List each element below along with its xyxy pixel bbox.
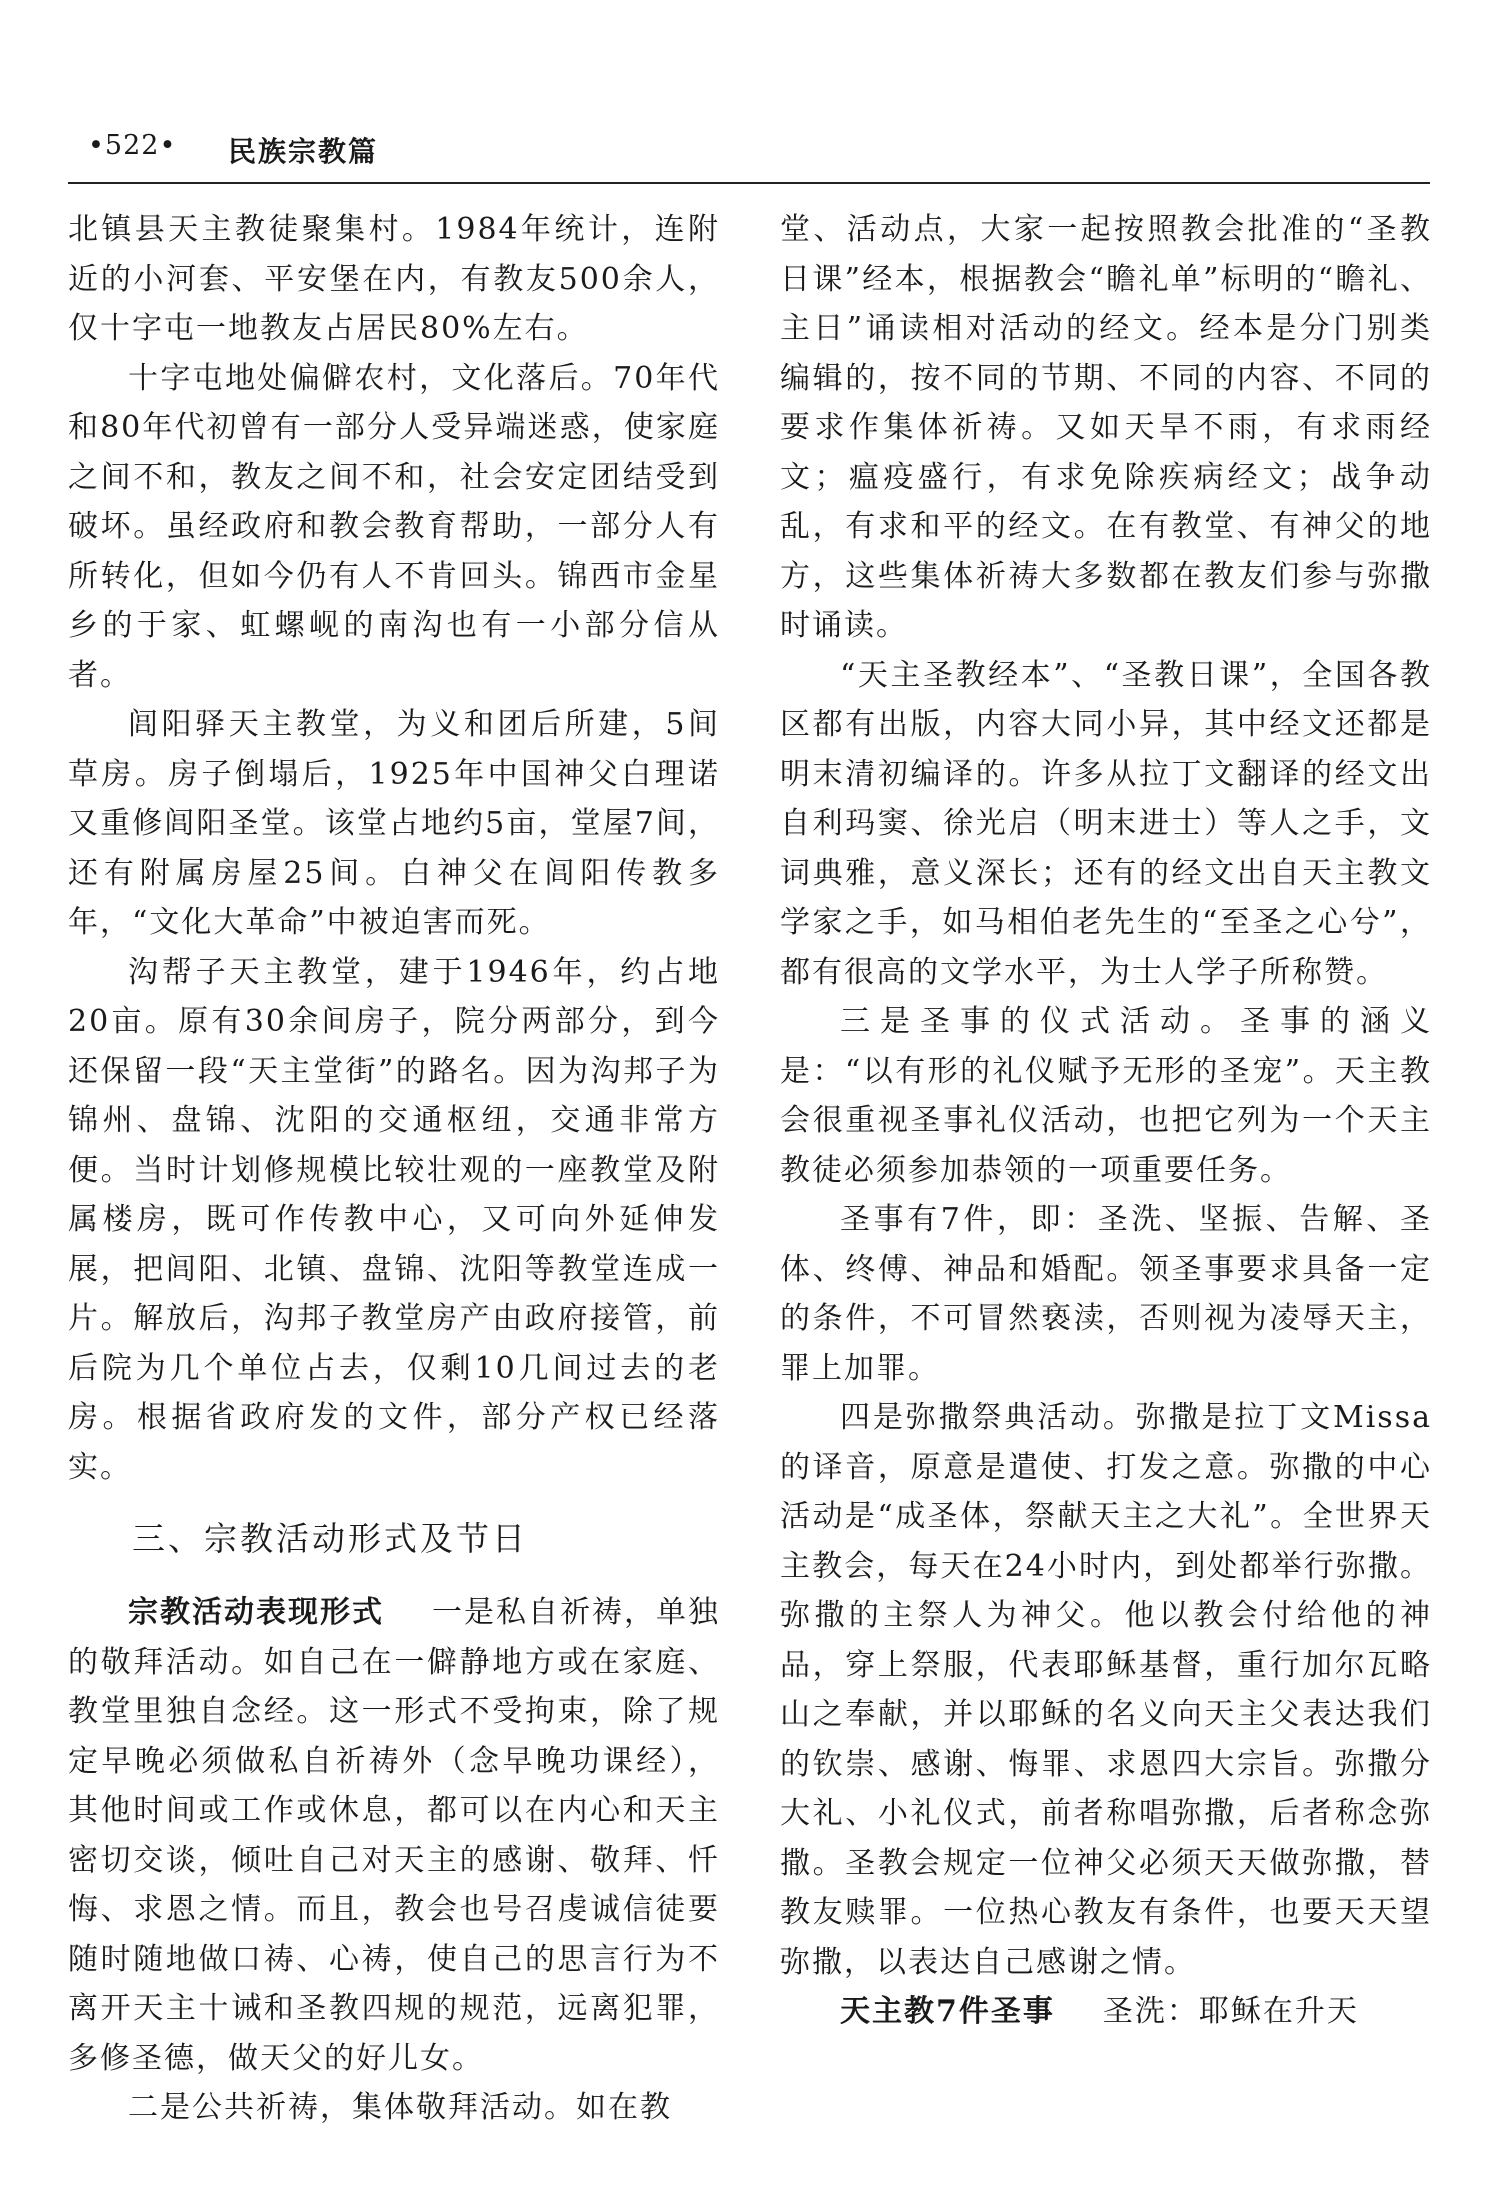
paragraph: 四是弥撒祭典活动。弥撒是拉丁文Missa的译音，原意是遣使、打发之意。弥撒的中心活动是“成圣体，祭献天主之大礼”。全世界天主教会，每天在24小时内，到处都举行弥撒。弥撒的主祭人为神父。他以教会付给他的神品，穿上祭服，代表耶稣基督，重行加尔瓦略山之奉献，并以耶稣的名义向天主父表达我们的钦崇、感谢、悔罪、求恩四大宗旨。弥撒分大礼、小礼仪式，前者称唱弥撒，后者称念弥撒。圣教会规定一位神父必须天天做弥撒，替教友赎罪。一位热心教友有条件，也要天天望弥撒，以表达自己感谢之情。	[780, 1400, 1432, 1980]
section-heading: 三、宗教活动形式及节日	[132, 1519, 528, 1558]
paragraph: 北镇县天主教徒聚集村。1984年统计，连附近的小河套、平安堡在内，有教友500余人，仅十字屯一地教友占居民80%左右。	[68, 212, 720, 346]
right-column	[780, 205, 1432, 2037]
paragraph	[68, 1588, 720, 2083]
paragraph	[780, 1987, 1432, 2037]
paragraph: 沟帮子天主教堂，建于1946年，约占地20亩。原有30余间房子，院分两部分，到今还保留一段“天主堂街”的路名。因为沟邦子为锦州、盘锦、沈阳的交通枢纽，交通非常方便。当时计划修规模比较壮观的一座教堂及附属楼房，既可作传教中心，又可向外延伸发展，把闾阳、北镇、盘锦、沈阳等教堂连成一片。解放后，沟邦子教堂房产由政府接管，前后院为几个单位占去，仅剩10几间过去的老房。根据省政府发的文件，部分产权已经落实。	[68, 954, 720, 1485]
paragraph: “天主圣教经本”、“圣教日课”，全国各教区都有出版，内容大同小异，其中经文还都是明末清初编译的。许多从拉丁文翻译的经文出自利玛窦、徐光启（明末进士）等人之手，文词典雅，意义深长；还有的经文出自天主教文学家之手，如马相伯老先生的“至圣之心兮”，都有很高的文学水平，为士人学子所称赞。	[780, 657, 1432, 990]
paragraph-text: 一是私自祈祷，单独的敬拜活动。如自己在一僻静地方或在家庭、教堂里独自念经。这一形式不受拘束，除了规定早晚必须做私自祈祷外（念早晚功课经），其他时间或工作或休息，都可以在内心和天主密切交谈，倾吐自己对天主的感谢、敬拜、忏悔、求恩之情。而且，教会也号召虔诚信徒要随时随地做口祷、心祷，使自己的思言行为不离开天主十诫和圣教四规的规范，远离犯罪，多修圣德，做天父的好儿女。	[68, 1595, 720, 2076]
paragraph: 圣事有7件，即：圣洗、坚振、告解、圣体、终傅、神品和婚配。领圣事要求具备一定的条件，不可冒然亵渎，否则视为凌辱天主，罪上加罪。	[780, 1202, 1432, 1386]
paragraph: 三是圣事的仪式活动。圣事的涵义是：“以有形的礼仪赋予无形的圣宠”。天主教会很重视圣事礼仪活动，也把它列为一个天主教徒必须参加恭领的一项重要任务。	[780, 1004, 1432, 1188]
section-title: 民族宗教篇	[228, 135, 379, 168]
paragraph: 闾阳驿天主教堂，为义和团后所建，5间草房。房子倒塌后，1925年中国神父白理诺又重修闾阳圣堂。该堂占地约5亩，堂屋7间，还有附属房屋25间。白神父在闾阳传教多年，“文化大革命”中被迫害而死。	[68, 707, 720, 940]
left-column	[68, 205, 720, 2133]
paragraph: 二是公共祈祷，集体敬拜活动。如在教	[128, 2090, 672, 2125]
run-in-heading: 天主教7件圣事	[840, 1994, 1055, 2029]
page-number: •522•	[88, 130, 177, 161]
paragraph-text: 圣洗：耶稣在升天	[1102, 1994, 1359, 2029]
paragraph: 堂、活动点，大家一起按照教会批准的“圣教日课”经本，根据教会“瞻礼单”标明的“瞻礼、主日”诵读相对活动的经文。经本是分门别类编辑的，按不同的节期、不同的内容、不同的要求作集体祈祷。又如天旱不雨，有求雨经文；瘟疫盛行，有求免除疾病经文；战争动乱，有求和平的经文。在有教堂、有神父的地方，这些集体祈祷大多数都在教友们参与弥撒时诵读。	[780, 212, 1432, 643]
run-in-heading: 宗教活动表现形式	[128, 1595, 384, 1630]
page-header	[68, 130, 1430, 184]
paragraph: 十字屯地处偏僻农村，文化落后。70年代和80年代初曾有一部分人受异端迷惑，使家庭之间不和，教友之间不和，社会安定团结受到破坏。虽经政府和教会教育帮助，一部分人有所转化，但如今仍有人不肯回头。锦西市金星乡的于家、虹螺岘的南沟也有一小部分信从者。	[68, 360, 720, 693]
